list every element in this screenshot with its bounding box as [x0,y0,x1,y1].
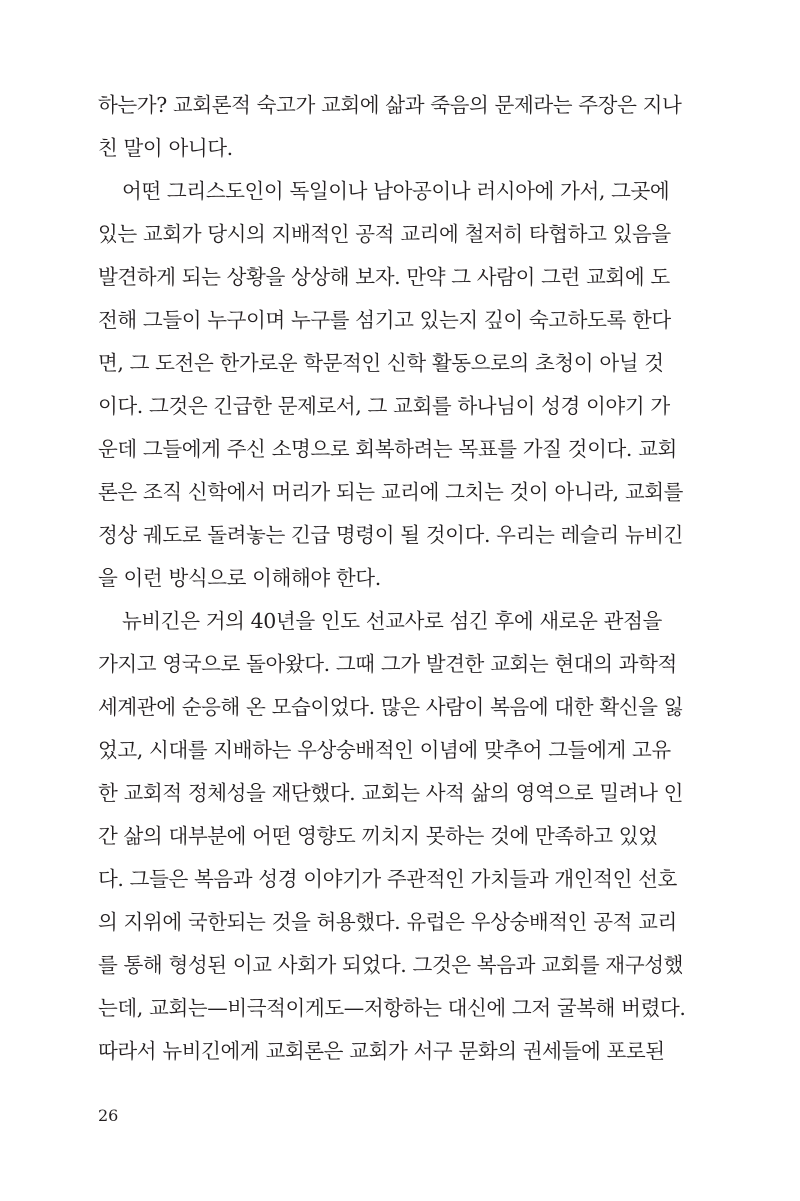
text-line: 전해 그들이 누구이며 누구를 섬기고 있는지 깊이 숙고하도록 한다 [98,308,671,332]
page-number: 26 [98,1106,119,1125]
text-line: 을 이런 방식으로 이해해야 한다. [98,566,381,590]
text-line: 친 말이 아니다. [98,136,233,160]
text-line: 어떤 그리스도인이 독일이나 남아공이나 러시아에 가서, 그곳에 [122,179,670,203]
text-line: 간 삶의 대부분에 어떤 영향도 끼치지 못하는 것에 만족하고 있었 [98,824,658,848]
text-line: 를 통해 형성된 이교 사회가 되었다. 그것은 복음과 교회를 재구성했 [98,953,684,977]
text-line: 한 교회적 정체성을 재단했다. 교회는 사적 삶의 영역으로 밀려나 인 [98,781,684,805]
text-line: 하는가? 교회론적 숙고가 교회에 삶과 죽음의 문제라는 주장은 지나 [98,93,682,117]
text-line: 따라서 뉴비긴에게 교회론은 교회가 서구 문화의 권세들에 포로된 [98,1039,665,1063]
text-line: 이다. 그것은 긴급한 문제로서, 그 교회를 하나님이 성경 이야기 가 [98,394,670,418]
text-line: 세계관에 순응해 온 모습이었다. 많은 사람이 복음에 대한 확신을 잃 [98,695,684,719]
text-line: 발견하게 되는 상황을 상상해 보자. 만약 그 사람이 그런 교회에 도 [98,265,670,289]
text-line: 는데, 교회는—비극적이게도—저항하는 대신에 그저 굴복해 버렸다. [98,996,686,1020]
text-line: 정상 궤도로 돌려놓는 긴급 명령이 될 것이다. 우리는 레슬리 뉴비긴 [98,523,684,547]
text-line: 론은 조직 신학에서 머리가 되는 교리에 그치는 것이 아니라, 교회를 [98,480,684,504]
text-line: 뉴비긴은 거의 40년을 인도 선교사로 섬긴 후에 새로운 관점을 [122,609,662,633]
text-line: 운데 그들에게 주신 소명으로 회복하려는 목표를 가질 것이다. 교회 [98,437,677,461]
text-line: 었고, 시대를 지배하는 우상숭배적인 이념에 맞추어 그들에게 고유 [98,738,671,762]
text-line: 면, 그 도전은 한가로운 학문적인 신학 활동으로의 초청이 아닐 것 [98,351,664,375]
text-line: 다. 그들은 복음과 성경 이야기가 주관적인 가치들과 개인적인 선호 [98,867,677,891]
text-line: 가지고 영국으로 돌아왔다. 그때 그가 발견한 교회는 현대의 과학적 [98,652,677,676]
text-line: 의 지위에 국한되는 것을 허용했다. 유럽은 우상숭배적인 공적 교리 [98,910,677,934]
text-line: 있는 교회가 당시의 지배적인 공적 교리에 철저히 타협하고 있음을 [98,222,671,246]
